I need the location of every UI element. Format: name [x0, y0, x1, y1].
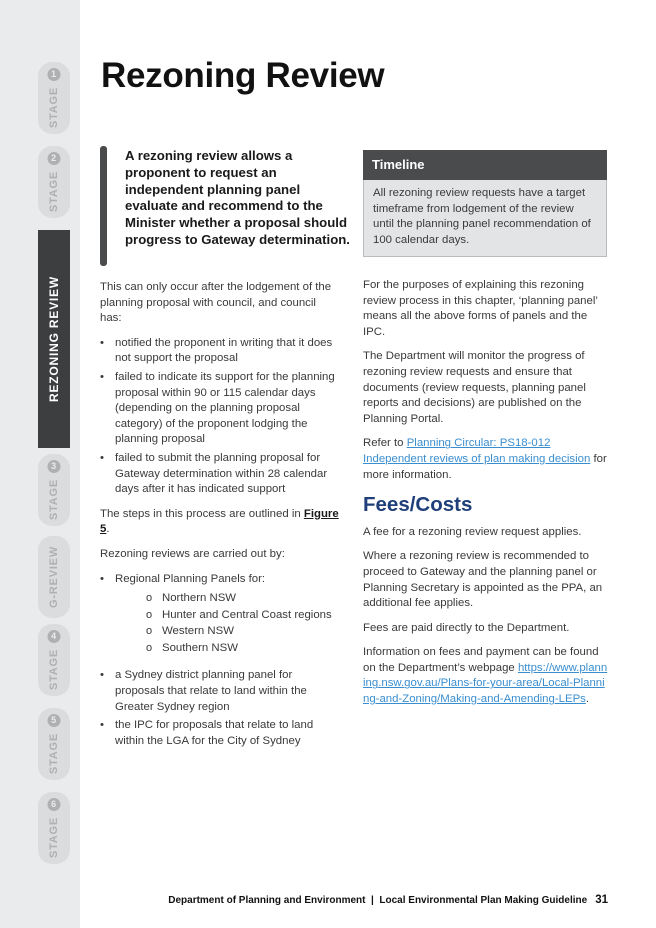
tab-stage-2[interactable]	[38, 146, 70, 218]
planning-panel-paragraph: For the purposes of explaining this rezoning review process in this chapter, ‘planning panel’ means all the above forms of panels and the IPC.	[363, 279, 598, 338]
region-list	[115, 591, 340, 656]
tab-label: STAGE	[47, 732, 60, 775]
fees-heading: Fees/Costs	[363, 493, 473, 517]
pullquote-bar	[100, 146, 107, 266]
tab-label: STAGE	[47, 816, 60, 859]
stage-number-badge: 1	[48, 68, 61, 81]
stage-number-badge: 6	[48, 798, 61, 811]
right-column	[363, 278, 608, 717]
panel-list	[100, 572, 340, 750]
fee-info-suffix: .	[585, 693, 590, 706]
region-item: o Northern NSW	[115, 591, 340, 607]
tab-label: STAGE	[47, 478, 60, 521]
stage-number-badge: 2	[48, 152, 61, 165]
page-footer	[168, 894, 608, 906]
list-item: • a Sydney district planning panel for proposals that relate to land within the Greater Sydney region	[100, 668, 340, 715]
tab-label: REZONING REVIEW	[47, 275, 61, 403]
refer-suffix: for more information.	[363, 452, 607, 481]
list-item: • failed to indicate its support for the planning proposal within 90 or 115 calendar days (depending on the planning proposal category) of the proponent lodging the planning proposal	[100, 370, 340, 448]
steps-paragraph	[100, 507, 340, 538]
tab-g-review[interactable]	[38, 536, 70, 618]
stage-number-badge: 4	[48, 630, 61, 643]
monitor-paragraph: The Department will monitor the progress of rezoning review requests and ensure that documents (review requests, planning panel reports and decisions) are published on the Planning Portal.	[363, 350, 586, 425]
regional-panels-text: Regional Planning Panels for:	[115, 572, 266, 585]
carried-out-paragraph: Rezoning reviews are carried out by:	[100, 547, 285, 560]
timeline-box	[363, 150, 607, 257]
fee-paragraph-2: Where a rezoning review is recommended to proceed to Gateway and the planning panel or Planning Secretary is appointed as the PPA, an additional fee applies.	[363, 550, 603, 610]
steps-text: The steps in this process are outlined in	[100, 507, 304, 520]
pullquote: A rezoning review allows a proponent to request an independent planning panel evaluate and recommend to the Minister whether a proposal should progress to Gateway determination.	[125, 148, 350, 247]
list-item: • notified the proponent in writing that it does not support the proposal	[100, 336, 340, 367]
timeline-heading: Timeline	[363, 150, 607, 180]
fee-paragraph-4	[363, 645, 608, 707]
region-item: o Western NSW	[115, 624, 340, 640]
planning-circular-link[interactable]: Planning Circular: PS18-012 Independent reviews of plan making decision	[363, 437, 591, 465]
tab-stage-4[interactable]	[38, 624, 70, 696]
timeline-body: All rezoning review requests have a target timeframe from lodgement of the review until the planning panel recommendation of 100 calendar days.	[363, 180, 607, 257]
tab-label: STAGE	[47, 648, 60, 691]
tab-rezoning-review[interactable]	[38, 230, 70, 448]
tab-stage-5[interactable]	[38, 708, 70, 780]
steps-end: .	[106, 523, 110, 536]
fees-webpage-link[interactable]: https://www.planning.nsw.gov.au/Plans-for-your-area/Local-Planning-and-Zoning/Making-and-Amending-LEPs	[363, 661, 608, 706]
refer-prefix: Refer to	[363, 437, 407, 450]
footer-text: Department of Planning and Environment | Local Environmental Plan Making Guideline	[168, 895, 588, 906]
tab-stage-6[interactable]	[38, 792, 70, 864]
condition-list	[100, 336, 340, 498]
region-item: o Southern NSW	[115, 641, 340, 657]
fee-paragraph-1: A fee for a rezoning review request applies.	[363, 525, 582, 538]
page-title: Rezoning Review	[101, 56, 385, 95]
region-item: o Hunter and Central Coast regions	[115, 608, 340, 624]
stage-number-badge: 3	[48, 460, 61, 473]
stage-navigation	[38, 62, 70, 864]
list-item: • failed to submit the planning proposal for Gateway determination within 28 calendar days after it has indicated support	[100, 451, 340, 498]
fee-paragraph-3: Fees are paid directly to the Department.	[363, 621, 570, 634]
fee-info-prefix: Information on fees and payment can be found on the Department’s webpage	[363, 646, 599, 674]
page-number: 31	[595, 894, 608, 906]
tab-label: STAGE	[47, 170, 60, 213]
list-item	[100, 572, 340, 657]
tab-label: STAGE	[47, 86, 60, 129]
intro-paragraph: This can only occur after the lodgement of the planning proposal with council, and council has:	[100, 281, 332, 325]
figure-5-link[interactable]: Figure 5	[100, 507, 339, 536]
stage-number-badge: 5	[48, 714, 61, 727]
refer-paragraph	[363, 436, 608, 483]
tab-label: G-REVIEW	[48, 545, 60, 609]
left-column	[100, 280, 340, 758]
list-item: • the IPC for proposals that relate to land within the LGA for the City of Sydney	[100, 718, 340, 749]
tab-stage-1[interactable]	[38, 62, 70, 134]
tab-stage-3[interactable]	[38, 454, 70, 526]
